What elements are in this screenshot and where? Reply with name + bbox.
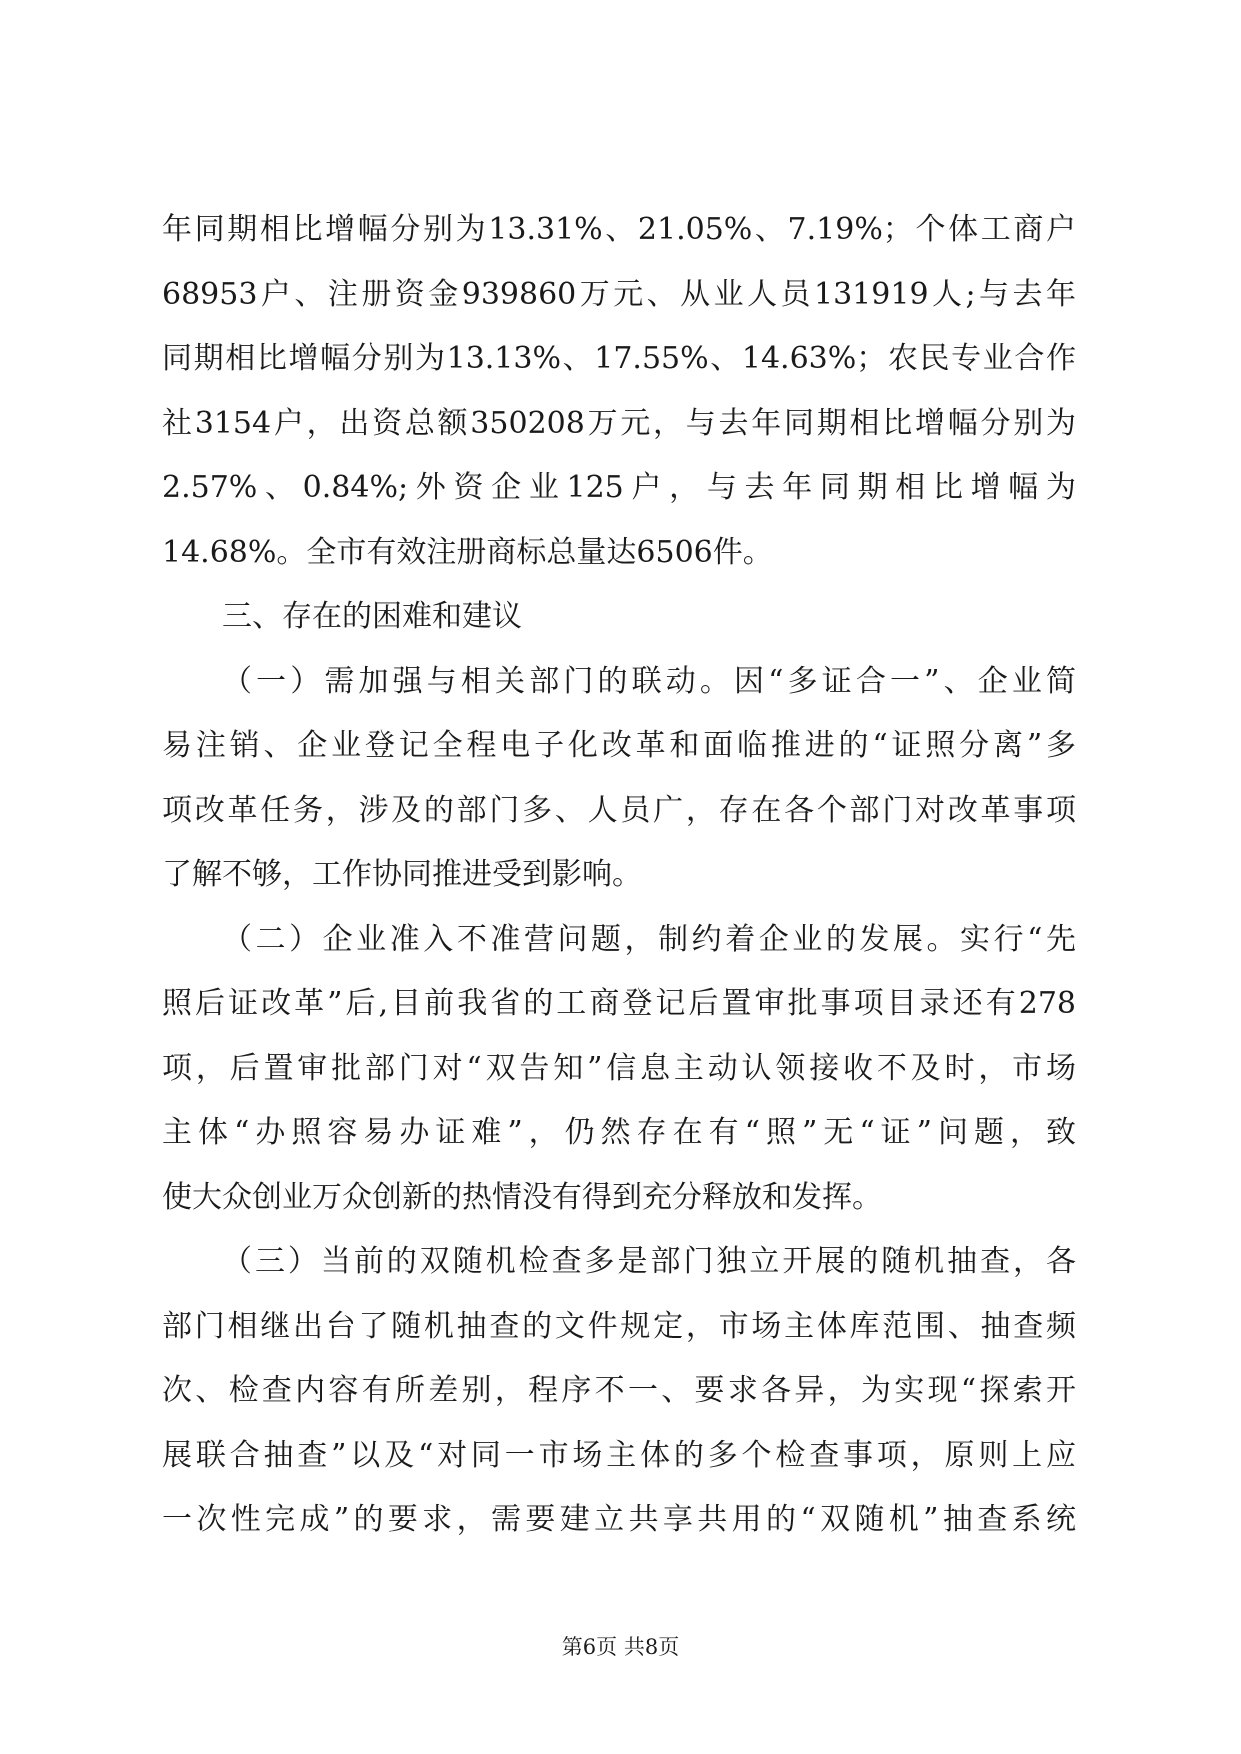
paragraph-first-line: （一）需加强与相关部门的联动。因“多证合一”、企业简 [222, 663, 1076, 699]
text-line: 2.57%、0.84%;外资企业125户，与去年同期相比增幅为 [162, 470, 1076, 505]
text-line: 项改革任务，涉及的部门多、人员广，存在各个部门对改革事项 [162, 792, 1076, 828]
text-line: 社3154户，出资总额350208万元，与去年同期相比增幅分别为 [162, 405, 1076, 441]
text-line: 次、检查内容有所差别，程序不一、要求各异，为实现“探索开 [162, 1373, 1076, 1408]
text-line: 展联合抽查”以及“对同一市场主体的多个检查事项，原则上应 [162, 1437, 1076, 1473]
paragraph-first-line: （二）企业准入不准营问题，制约着企业的发展。实行“先 [222, 921, 1076, 957]
text-line: 同期相比增幅分别为13.13%、17.55%、14.63%；农民专业合作 [162, 341, 1076, 376]
page-number-footer: 第6页 共8页 [561, 1635, 680, 1659]
text-line: 14.68%。全市有效注册商标总量达6506件。 [162, 534, 773, 570]
text-line: 使大众创业万众创新的热情没有得到充分释放和发挥。 [162, 1179, 882, 1215]
text-line: 68953户、注册资金939860万元、从业人员131919人;与去年 [162, 276, 1076, 312]
text-line: 一次性完成”的要求，需要建立共享共用的“双随机”抽查系统 [162, 1502, 1076, 1537]
text-line: 部门相继出台了随机抽查的文件规定，市场主体库范围、抽查频 [162, 1308, 1076, 1344]
section-heading: 三、存在的困难和建议 [222, 599, 522, 634]
text-line: 照后证改革”后,目前我省的工商登记后置审批事项目录还有278 [162, 986, 1076, 1021]
text-line: 主体“办照容易办证难”，仍然存在有“照”无“证”问题，致 [162, 1115, 1076, 1150]
text-line: 了解不够，工作协同推进受到影响。 [162, 857, 642, 892]
text-line: 易注销、企业登记全程电子化改革和面临推进的“证照分离”多 [162, 728, 1076, 763]
text-line: 项，后置审批部门对“双告知”信息主动认领接收不及时，市场 [162, 1050, 1076, 1086]
text-line: 年同期相比增幅分别为13.31%、21.05%、7.19%；个体工商户 [162, 212, 1076, 247]
paragraph-first-line: （三）当前的双随机检查多是部门独立开展的随机抽查，各 [222, 1244, 1076, 1279]
document-body [162, 198, 1076, 1553]
